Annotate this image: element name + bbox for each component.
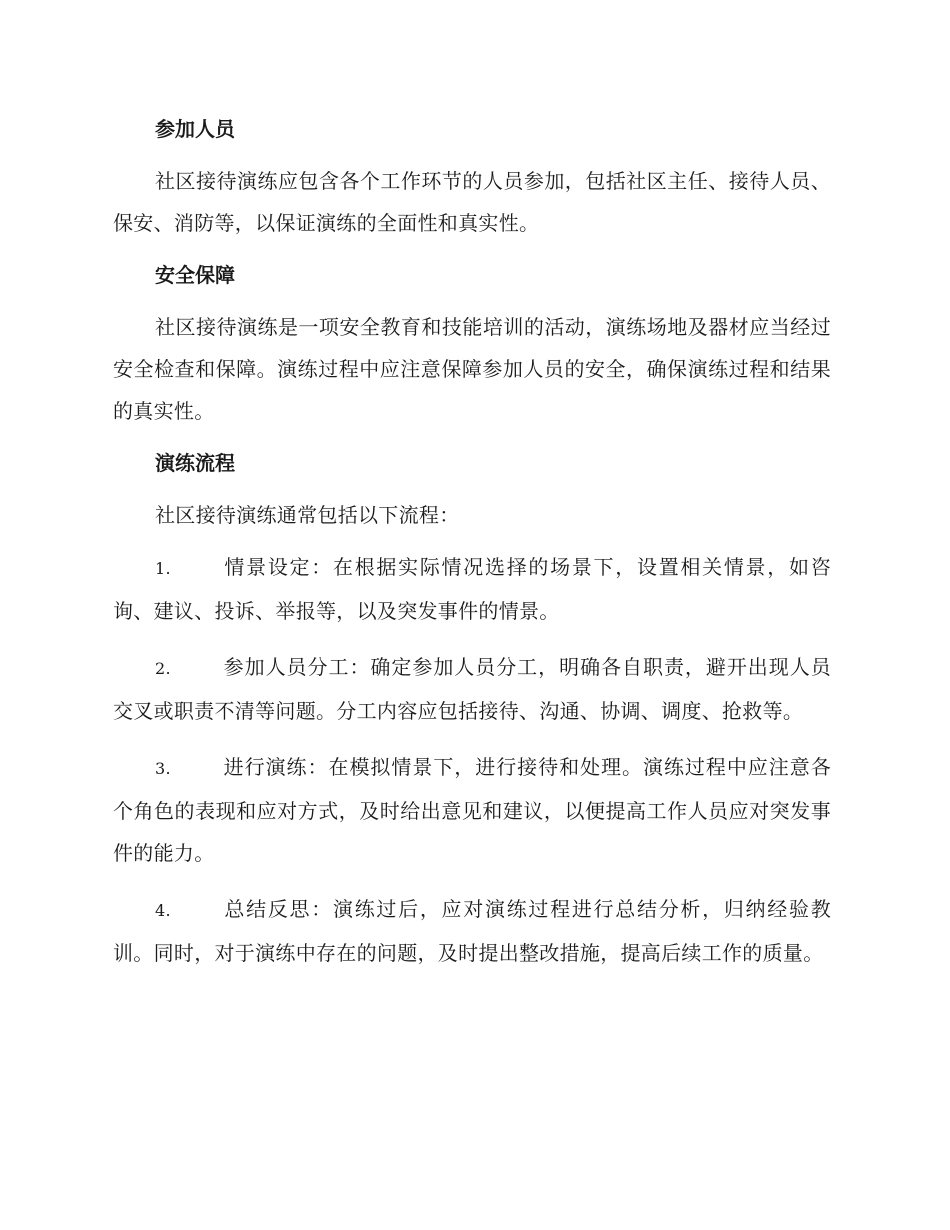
section-paragraph-process: 社区接待演练通常包括以下流程： (155, 503, 460, 527)
section-paragraph-participants: 社区接待演练应包含各个工作环节的人员参加，包括社区主任、接待人员、保安、消防等，以保证演练的全面性和真实性。 (113, 169, 831, 235)
list-item (113, 888, 831, 974)
section-heading-process: 演练流程 (155, 451, 235, 475)
list-item (113, 646, 831, 732)
list-item-text: 总结反思：演练过后，应对演练过程进行总结分析，归纳经验教训。同时，对于演练中存在的问题，及时提出整改措施，提高后续工作的质量。 (113, 897, 831, 965)
document-page (113, 108, 831, 988)
list-item-text: 参加人员分工：确定参加人员分工，明确各自职责，避开出现人员交叉或职责不清等问题。分工内容应包括接待、沟通、协调、调度、抢救等。 (113, 655, 831, 723)
list-item (113, 746, 831, 874)
list-item-number: 3. (155, 759, 171, 778)
section-heading-safety: 安全保障 (155, 263, 235, 287)
list-item-text: 进行演练：在模拟情景下，进行接待和处理。演练过程中应注意各个角色的表现和应对方式，及时给出意见和建议，以便提高工作人员应对突发事件的能力。 (113, 755, 831, 865)
section-heading-participants: 参加人员 (155, 117, 235, 141)
section-paragraph-safety: 社区接待演练是一项安全教育和技能培训的活动，演练场地及器材应当经过安全检查和保障。演练过程中应注意保障参加人员的安全，确保演练过程和结果的真实性。 (113, 315, 831, 423)
list-item-text: 情景设定：在根据实际情况选择的场景下，设置相关情景，如咨询、建议、投诉、举报等，以及突发事件的情景。 (113, 555, 831, 623)
list-item-number: 4. (155, 901, 171, 920)
list-item (113, 546, 831, 632)
list-item-number: 1. (155, 559, 171, 578)
process-steps-list (113, 546, 831, 974)
list-item-number: 2. (155, 659, 171, 678)
